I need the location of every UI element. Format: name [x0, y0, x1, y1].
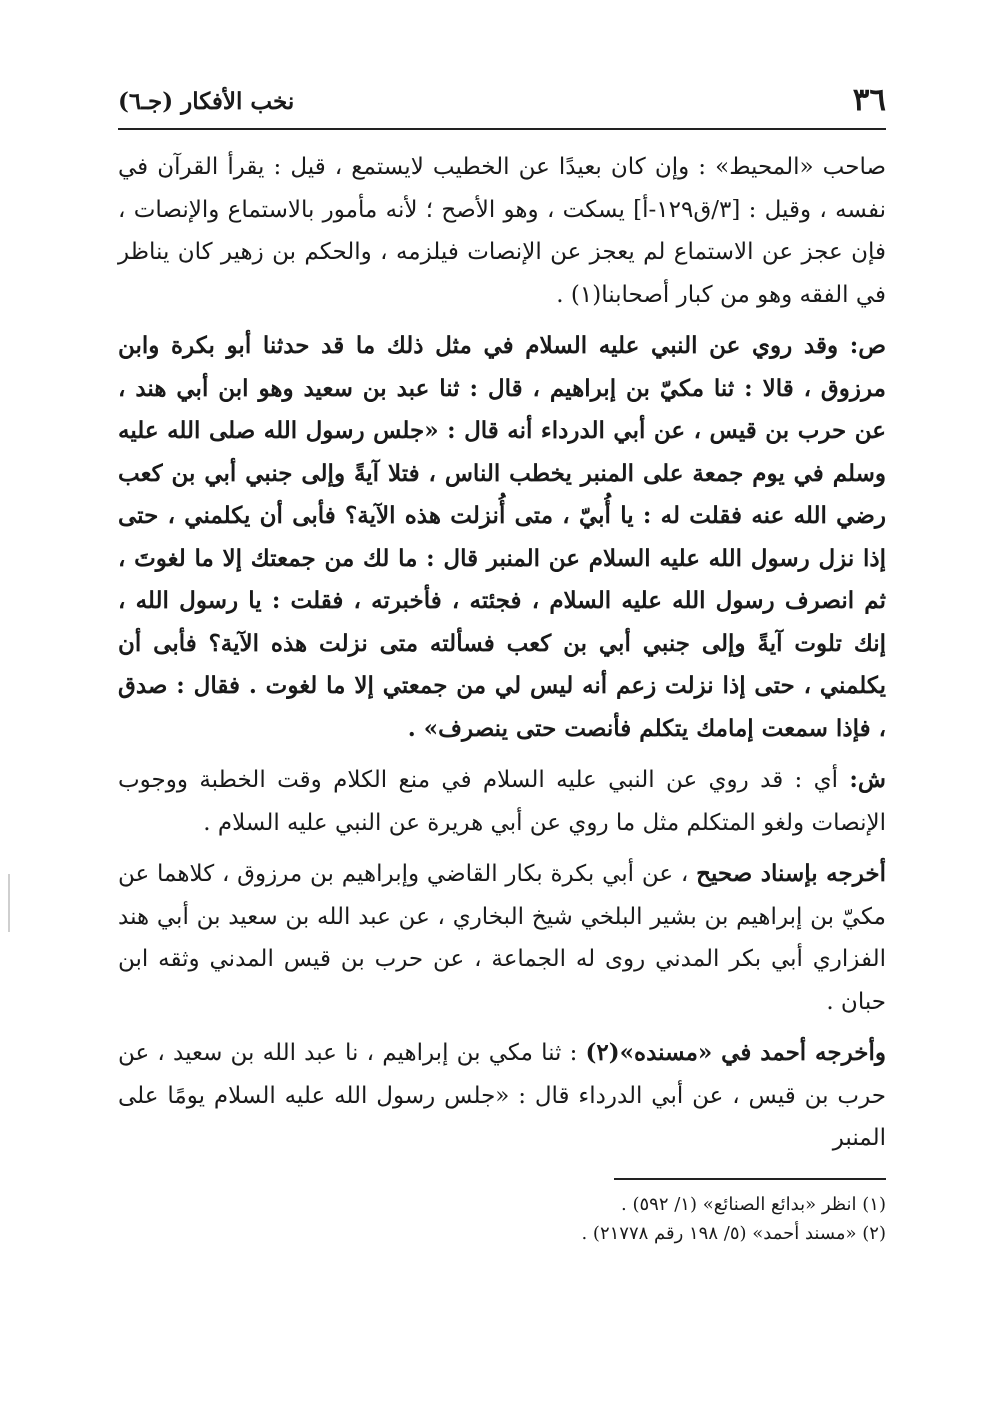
page: [118, 78, 886, 1248]
running-title: نخب الأفكار (جـ٦): [118, 88, 295, 115]
paragraph-text: صاحب «المحيط» : وإن كان بعيدًا عن الخطيب لايستمع ، قيل : يقرأ القرآن في نفسه ، وقيل : [٣/ق١٢٩-أ] يسكت ، وهو الأصح ؛ لأنه مأمور بالاستماع والإنصات ، فإن عجز عن الاستماع لم يعجز عن الإنصات فيلزمه ، والحكم بن زهير كان يناظر في الفقه وهو من كبار أصحابنا(١) .: [118, 154, 886, 308]
paragraph-hadith-text: [118, 325, 886, 750]
footnote: (٢) «مسند أحمد» (٥/ ١٩٨ رقم ٢١٧٧٨) .: [581, 1222, 886, 1244]
paragraph-text: ، عن أبي بكرة بكار القاضي وإبراهيم بن مرزوق ، كلاهما عن مكيّ بن إبراهيم بن بشير البلخي شيخ البخاري ، عن عبد الله بن سعيد بن أبي هند الفزاري أبي بكر المدني روى له الجماعة ، عن حرب بن قيس المدني وثقه ابن حبان .: [118, 861, 886, 1015]
page-body: [118, 146, 886, 1160]
paragraph-lead: وأخرجه أحمد في «مسنده»(٢): [585, 1039, 886, 1066]
paragraph-lead: ش:: [849, 766, 886, 793]
footnotes: [118, 1190, 886, 1248]
page-header: [118, 78, 886, 130]
paragraph-commentary: [118, 759, 886, 844]
paragraph-text: أي : قد روي عن النبي عليه السلام في منع الكلام وقت الخطبة ووجوب الإنصات ولغو المتكلم مثل ما روي عن أبي هريرة عن النبي عليه السلام .: [118, 767, 886, 836]
scan-margin-mark: [8, 874, 10, 932]
paragraph-isnad: [118, 853, 886, 1023]
paragraph-text: وقد روي عن النبي عليه السلام في مثل ذلك ما قد حدثنا أبو بكرة وابن مرزوق ، قالا : ثنا مكيّ بن إبراهيم ، قال : ثنا عبد بن سعيد وهو ابن أبي هند ، عن حرب بن قيس ، عن أبي الدرداء أنه قال : «جلس رسول الله صلى الله عليه وسلم في يوم جمعة على المنبر يخطب الناس ، فتلا آيةً وإلى جنبي أبي بن كعب رضي الله عنه فقلت له : يا أُبيّ ، متى أُنزلت هذه الآية؟ فأبى أن يكلمني ، حتى إذا نزل رسول الله عليه السلام عن المنبر قال : ما لك من جمعتك إلا ما لغوتَ ، ثم انصرف رسول الله عليه السلام ، فجئته ، فأخبرته ، فقلت : يا رسول الله ، إنك تلوت آيةً وإلى جنبي أبي بن كعب فسألته متى نزلت هذه الآية؟ فأبى أن يكلمني ، حتى إذا نزلت زعم أنه ليس لي من جمعتي إلا ما لغوت . فقال : صدق ، فإذا سمعت إمامك يتكلم فأنصت حتى ينصرف» .: [118, 332, 886, 742]
footnote-divider: [614, 1178, 886, 1180]
paragraph-text: : ثنا مكي بن إبراهيم ، نا عبد الله بن سعيد ، عن حرب بن قيس ، عن أبي الدرداء قال : «جلس رسول الله عليه السلام يومًا على المنبر: [118, 1040, 886, 1151]
footnote: (١) انظر «بدائع الصنائع» (١/ ٥٩٢) .: [621, 1193, 886, 1215]
paragraph-intro: [118, 146, 886, 316]
page-number: ٣٦: [852, 82, 886, 118]
paragraph-lead: أخرجه بإسناد صحيح: [696, 860, 886, 887]
paragraph-ahmad: [118, 1032, 886, 1160]
paragraph-lead: ص:: [849, 332, 886, 359]
